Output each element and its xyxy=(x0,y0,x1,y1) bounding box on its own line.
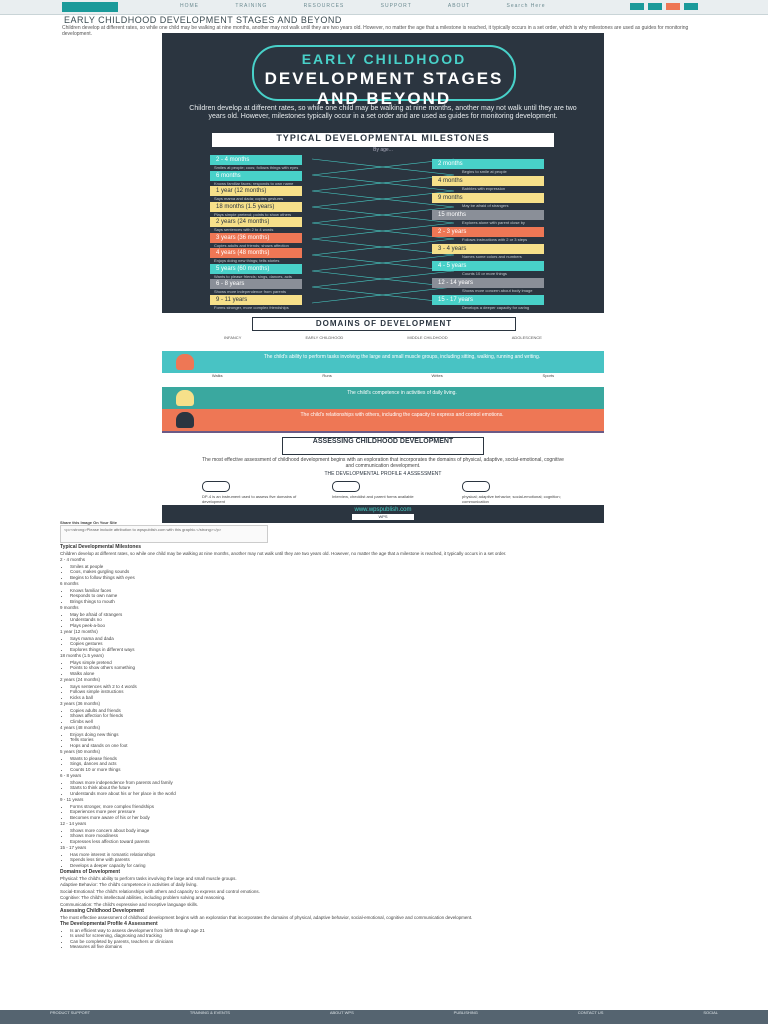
list-item: • May be afraid of strangers xyxy=(70,612,710,618)
domain-band-adaptive xyxy=(162,387,604,409)
milestone-label: 12 - 14 years xyxy=(432,278,544,288)
site-footer xyxy=(0,1010,768,1024)
list-item: • Coos, makes gurgling sounds xyxy=(70,569,710,575)
section-list xyxy=(60,756,710,773)
domains-heading: Domains of Development xyxy=(60,869,121,875)
domain-columns xyxy=(192,335,574,340)
main-nav xyxy=(180,3,580,9)
section-title: 2 - 4 months xyxy=(60,557,86,562)
domain-col-early: EARLY CHILDHOOD xyxy=(305,335,344,340)
domain-band-physical xyxy=(162,351,604,373)
milestone-description: Counts 10 or more things xyxy=(462,271,507,276)
sub-item: Walks xyxy=(211,373,223,378)
list-item: • Starts to think about the future xyxy=(70,785,710,791)
footer-col[interactable]: TRAINING & EVENTS xyxy=(189,1010,230,1015)
assess-text: The most effective assessment of childhood development begins with an exploration that incorporates the domains of physical, adaptive behavior, social-emotional, cognitive and communication development. xyxy=(60,914,473,920)
footer-col[interactable]: CONTACT US xyxy=(577,1010,604,1015)
list-item: • Shows more moodiness xyxy=(70,833,710,839)
section-list xyxy=(60,636,710,653)
sub-item: Writes xyxy=(431,373,443,378)
milestone-description: Plays simple pretend; points to show others xyxy=(214,211,292,217)
section-list xyxy=(60,588,710,605)
milestone-label: 18 months (1.5 years) xyxy=(210,202,302,212)
embed-label: Share this Image On Your Site xyxy=(60,520,117,525)
milestone-label: 15 - 17 years xyxy=(432,295,544,305)
milestone-description: Wants to please friends; sings, dances, acts xyxy=(214,273,292,279)
list-item: • Understands no xyxy=(70,617,710,623)
list-item: • Shows affection for friends xyxy=(70,713,710,719)
wps-logo[interactable] xyxy=(62,2,118,12)
assessment-title: ASSESSING CHILDHOOD DEVELOPMENT xyxy=(282,437,484,455)
list-item: • Knows familiar faces xyxy=(70,588,710,594)
list-item: • Is used for screening, diagnosing and tracking xyxy=(70,933,710,939)
child-illustration-icon xyxy=(176,412,194,428)
list-item: • Becomes more aware of his or her body xyxy=(70,815,710,821)
domain-band-social xyxy=(162,409,604,431)
domain-paragraph: Cognitive: The child's intellectual abilities, including problem solving and reasoning. xyxy=(60,895,226,900)
tablet-icon xyxy=(202,481,230,492)
assessment-col-text: physical; adaptive behavior; social-emotional; cognition; communication xyxy=(462,494,561,504)
milestone-label: 6 - 8 years xyxy=(210,279,302,289)
milestone-description: Shows more independence from parents xyxy=(214,289,287,294)
top-nav-bar xyxy=(0,0,768,15)
milestone-description: Knows familiar faces; responds to own name xyxy=(214,180,294,186)
section-title: 18 months (1.5 years) xyxy=(60,653,104,658)
dp4-list xyxy=(60,928,710,950)
article-sections xyxy=(60,557,710,868)
poster-brand: WPS xyxy=(352,514,414,520)
milestone-label: 3 years (36 months) xyxy=(210,233,302,243)
assessment-col xyxy=(462,481,572,504)
list-item: • Develops a deeper capacity for caring xyxy=(70,863,710,869)
list-item: • Follows simple instructions xyxy=(70,689,710,695)
section-title: 4 years (48 months) xyxy=(60,725,101,730)
list-item: • Says sentences with 2 to 4 words xyxy=(70,684,710,690)
section-title: 9 months xyxy=(60,605,79,610)
embed-code-field[interactable]: <p><strong>Please include attribution to wpspublish.com with this graphic.</strong></p> xyxy=(60,525,268,543)
article-body xyxy=(60,543,710,951)
milestone-description: Smiles at people; coos; follows things with eyes xyxy=(214,165,299,170)
list-item: • Points to show others something xyxy=(70,665,710,671)
article-domains xyxy=(60,876,710,908)
milestone-description: Explores alone with parent close by xyxy=(462,220,525,225)
child-illustration-icon xyxy=(176,390,194,406)
list-item: • Plays peek-a-boo xyxy=(70,623,710,629)
milestone-description: Follows instructions with 2 or 3 steps xyxy=(462,237,528,242)
nav-search[interactable]: Search Here xyxy=(506,3,546,9)
nav-resources[interactable]: RESOURCES xyxy=(303,3,345,9)
domain-band-text: The child's ability to perform tasks involving the large and small muscle groups, including sitting, walking, running and writing. xyxy=(263,354,541,360)
milestone-description: Begins to smile at people xyxy=(462,169,507,174)
infographic xyxy=(162,33,604,523)
nav-about[interactable]: ABOUT xyxy=(447,3,471,9)
top-buttons xyxy=(630,3,698,10)
menu-button[interactable] xyxy=(684,3,698,10)
sub-item: Runs xyxy=(322,373,332,378)
domain-band-text: The child's competence in activities of daily living. xyxy=(347,390,457,396)
domains-icon xyxy=(462,481,490,492)
milestone-description: Says sentences with 2 to 4 words xyxy=(214,227,274,232)
domain-paragraph: Adaptive Behavior: The child's competence in activities of daily living. xyxy=(60,882,198,887)
section-list xyxy=(60,852,710,869)
list-item: • Begins to follow things with eyes xyxy=(70,575,710,581)
cart-button[interactable] xyxy=(648,3,662,10)
list-item: • Has more interest in romantic relationships xyxy=(70,852,710,858)
section-list xyxy=(60,612,710,629)
list-item: • Spends less time with parents xyxy=(70,857,710,863)
assessment-subtitle: THE DEVELOPMENTAL PROFILE 4 ASSESSMENT xyxy=(324,471,442,477)
list-item: • Copies gestures xyxy=(70,641,710,647)
milestone-label: 9 months xyxy=(432,193,544,203)
poster-title-line2: DEVELOPMENT STAGES AND BEYOND xyxy=(264,69,504,108)
list-item: • Shows more concern about body image xyxy=(70,828,710,834)
assessment-col xyxy=(332,481,442,499)
footer-col[interactable]: ABOUT WPS xyxy=(329,1010,354,1015)
section-list xyxy=(60,660,710,677)
assessment-col-text: DP-4 is an instrument used to assess five domains of development xyxy=(202,494,297,504)
milestone-description: Babbles with expression xyxy=(462,186,506,191)
sub-item: Sports xyxy=(542,373,555,378)
milestone-label: 1 year (12 months) xyxy=(210,186,302,196)
dp4-heading: The Developmental Profile 4 Assessment xyxy=(60,921,158,927)
milestone-description: May be afraid of strangers xyxy=(462,203,509,208)
domain-paragraph: Physical: The child's ability to perform tasks involving the large and small muscle groups. xyxy=(60,875,237,881)
section-title: 9 - 11 years xyxy=(60,797,84,802)
list-item: • Counts 10 or more things xyxy=(70,767,710,773)
domains-title: DOMAINS OF DEVELOPMENT xyxy=(252,317,516,331)
section-list xyxy=(60,564,710,581)
milestone-description: Shows more concern about body image xyxy=(462,288,533,293)
list-item: • Expresses less affection toward parents xyxy=(70,839,710,845)
section-title: 3 years (36 months) xyxy=(60,701,101,706)
list-item: • Copies adults and friends xyxy=(70,708,710,714)
milestone-label: 2 months xyxy=(432,159,544,169)
domain-col-infancy: INFANCY xyxy=(224,335,242,340)
milestone-label: 2 years (24 months) xyxy=(210,217,302,227)
domain-paragraph: Social-Emotional: The child's relationships with others and capacity to express and control emotions. xyxy=(60,888,260,894)
section-list xyxy=(60,828,710,845)
list-item: • Is an efficient way to assess development from birth through age 21 xyxy=(70,928,710,934)
list-item: • Wants to please friends xyxy=(70,756,710,762)
assess-heading: Assessing Childhood Development xyxy=(60,908,144,914)
section-list xyxy=(60,732,710,749)
list-item: • Brings things to mouth xyxy=(70,599,710,605)
footer-col[interactable]: PRODUCT SUPPORT xyxy=(49,1010,91,1015)
account-button[interactable] xyxy=(630,3,644,10)
list-item: • Forms stronger, more complex friendships xyxy=(70,804,710,810)
milestones-subtitle: By age... xyxy=(373,147,393,153)
nav-support[interactable]: SUPPORT xyxy=(380,3,412,9)
milestone-description: Copies adults and friends; shows affection xyxy=(214,242,289,248)
assessment-col xyxy=(202,481,312,504)
milestone-description: Says mama and dada; copies gestures xyxy=(214,196,284,201)
nav-training[interactable]: TRAINING xyxy=(235,3,268,9)
milestone-description: Enjoys doing new things; tells stories xyxy=(214,258,280,263)
poster-url[interactable]: www.wpspublish.com xyxy=(354,507,412,513)
milestone-description: Names some colors and numbers xyxy=(462,254,522,259)
poster-intro: Children develop at different rates, so while one child may be walking at nine months, another may not walk until they are two years old. However, milestones typically occur in a set order and are used as guides for monitoring development. xyxy=(189,105,577,120)
list-item: • Plays simple pretend xyxy=(70,660,710,666)
footer-col[interactable]: SOCIAL xyxy=(703,1010,718,1015)
domain-col-middle: MIDDLE CHILDHOOD xyxy=(407,335,448,340)
domains-header xyxy=(162,313,604,351)
nav-home[interactable]: HOME xyxy=(180,3,199,9)
milestone-label: 4 - 5 years xyxy=(432,261,544,271)
section-title: 1 year (12 months) xyxy=(60,629,98,634)
domain-band-text: The child's relationships with others, including the capacity to express and control emotions. xyxy=(300,412,504,418)
list-item: • Enjoys doing new things xyxy=(70,732,710,738)
list-item: • Experiences more peer pressure xyxy=(70,809,710,815)
list-item: • Measures all five domains xyxy=(70,944,710,950)
list-item: • Shows more independence from parents and family xyxy=(70,780,710,786)
assessment-description: The most effective assessment of childhood development begins with an exploration that incorporates the domains of physical, adaptive, social-emotional, cognitive and communication development. xyxy=(202,457,564,469)
poster-title-line1: EARLY CHILDHOOD xyxy=(301,51,467,67)
section-title: 6 - 8 years xyxy=(60,773,82,778)
article-heading: Typical Developmental Milestones xyxy=(60,544,142,550)
section-list xyxy=(60,804,710,821)
milestone-label: 15 months xyxy=(432,210,544,220)
child-illustration-icon xyxy=(176,354,194,370)
domain-sub-row xyxy=(162,373,604,387)
checklist-icon xyxy=(332,481,360,492)
poster-footer xyxy=(162,505,604,523)
milestone-label: 2 - 3 years xyxy=(432,227,544,237)
section-list xyxy=(60,708,710,725)
list-item: • Tells stories xyxy=(70,737,710,743)
assessment-col-text: Interview, checklist and parent forms available xyxy=(332,494,414,499)
list-item: • Smiles at people xyxy=(70,564,710,570)
milestone-label: 5 years (60 months) xyxy=(210,264,302,274)
section-title: 5 years (60 months) xyxy=(60,749,101,754)
milestone-label: 2 - 4 months xyxy=(210,155,302,165)
list-item: • Understands more about his or her place in the world xyxy=(70,791,710,797)
footer-col[interactable]: PUBLISHING xyxy=(453,1010,478,1015)
list-item: • Explores things in different ways xyxy=(70,647,710,653)
list-item: • Says mama and dada xyxy=(70,636,710,642)
page-intro: Children develop at different rates, so while one child may be walking at nine months, another may not walk until they are two years old. However, no matter the age that a milestone is reached, it typically occurs in a set order, which is why milestones are used as guides for monitoring development. xyxy=(62,25,689,37)
section-list xyxy=(60,780,710,797)
milestone-description: Forms stronger, more complex friendships xyxy=(214,304,289,310)
domain-paragraph: Communication: The child's expressive and receptive language skills. xyxy=(60,901,199,907)
list-item: • Responds to own name xyxy=(70,593,710,599)
domain-col-adolescence: ADOLESCENCE xyxy=(511,335,542,340)
section-title: 15 - 17 years xyxy=(60,845,87,850)
section-title: 2 years (24 months) xyxy=(60,677,101,682)
section-list xyxy=(60,684,710,701)
list-item: • Can be completed by parents, teachers or clinicians xyxy=(70,939,710,945)
shop-button[interactable] xyxy=(666,3,680,10)
section-title: 12 - 14 years xyxy=(60,821,87,826)
milestone-label: 4 months xyxy=(432,176,544,186)
milestone-label: 9 - 11 years xyxy=(210,295,302,305)
list-item: • Sings, dances and acts xyxy=(70,761,710,767)
milestones-title: TYPICAL DEVELOPMENTAL MILESTONES xyxy=(212,133,554,147)
milestone-label: 3 - 4 years xyxy=(432,244,544,254)
milestone-label: 6 months xyxy=(210,171,302,181)
list-item: • Climbs well xyxy=(70,719,710,725)
poster-title-badge xyxy=(252,45,516,108)
article-intro: Children develop at different rates, so while one child may be walking at nine months, another may not walk until they are two years old. However, no matter the age that a milestone is reached, it typically occurs in a set order. xyxy=(60,550,507,556)
list-item: • Hops and stands on one foot xyxy=(70,743,710,749)
section-title: 6 months xyxy=(60,581,79,586)
page-title: EARLY CHILDHOOD DEVELOPMENT STAGES AND BEYOND xyxy=(64,15,342,25)
milestone-description: Develops a deeper capacity for caring xyxy=(462,305,530,310)
list-item: • Walks alone xyxy=(70,671,710,677)
list-item: • Kicks a ball xyxy=(70,695,710,701)
milestone-label: 4 years (48 months) xyxy=(210,248,302,258)
